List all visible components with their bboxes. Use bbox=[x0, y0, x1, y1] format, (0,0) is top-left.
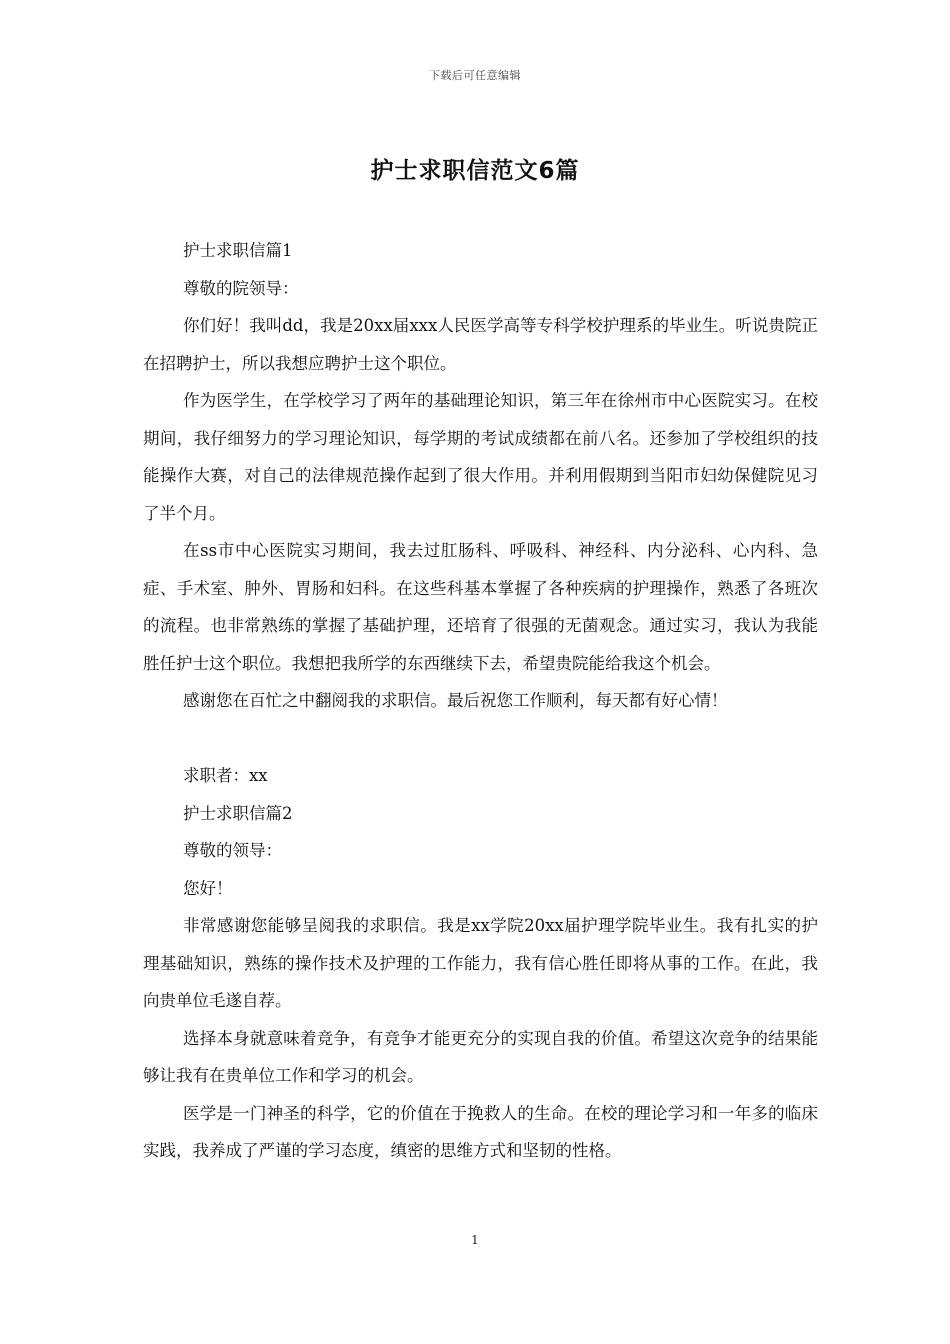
document-body bbox=[143, 232, 818, 1170]
body-paragraph: 作为医学生，在学校学习了两年的基础理论知识，第三年在徐州市中心医院实习。在校期间，我仔细努力的学习理论知识，每学期的考试成绩都在前八名。还参加了学校组织的技能操作大赛，对自己的法律规范操作起到了很大作用。并利用假期到当阳市妇幼保健院见习了半个月。 bbox=[143, 391, 818, 523]
body-paragraph: 非常感谢您能够呈阅我的求职信。我是xx学院20xx届护理学院毕业生。我有扎实的护理基础知识，熟练的操作技术及护理的工作能力，我有信心胜任即将从事的工作。在此，我向贵单位毛遂自荐。 bbox=[143, 916, 818, 1010]
signature-line: 求职者：xx bbox=[183, 766, 268, 785]
body-paragraph: 医学是一门神圣的科学，它的价值在于挽救人的生命。在校的理论学习和一年多的临床实践，我养成了严谨的学习态度，缜密的思维方式和坚韧的性格。 bbox=[143, 1103, 818, 1160]
body-paragraph: 选择本身就意味着竞争，有竞争才能更充分的实现自我的价值。希望这次竞争的结果能够让我有在贵单位工作和学习的机会。 bbox=[143, 1028, 818, 1085]
body-paragraph: 你们好！我叫dd，我是20xx届xxx人民医学高等专科学校护理系的毕业生。听说贵院正在招聘护士，所以我想应聘护士这个职位。 bbox=[143, 316, 818, 373]
page-number: 1 bbox=[471, 1233, 479, 1247]
paragraph-gap bbox=[143, 720, 818, 758]
section-heading-1: 护士求职信篇1 bbox=[183, 241, 293, 260]
section-heading-2: 护士求职信篇2 bbox=[183, 803, 293, 823]
salutation-1: 尊敬的院领导： bbox=[183, 278, 299, 298]
header-note: 下载后可任意编辑 bbox=[429, 69, 521, 82]
salutation-2: 尊敬的领导： bbox=[183, 841, 282, 860]
document-title: 护士求职信范文6篇 bbox=[370, 158, 580, 184]
greeting: 您好！ bbox=[183, 878, 233, 898]
body-paragraph: 在ss市中心医院实习期间，我去过肛肠科、呼吸科、神经科、内分泌科、心内科、急症、手术室、肿外、胃肠和妇科。在这些科基本掌握了各种疾病的护理操作，熟悉了各班次的流程。也非常熟练的掌握了基础护理，还培育了很强的无菌观念。通过实习，我认为我能胜任护士这个职位。我想把我所学的东西继续下去，希望贵院能给我这个机会。 bbox=[143, 541, 818, 673]
body-paragraph: 感谢您在百忙之中翻阅我的求职信。最后祝您工作顺利，每天都有好心情！ bbox=[183, 691, 728, 710]
